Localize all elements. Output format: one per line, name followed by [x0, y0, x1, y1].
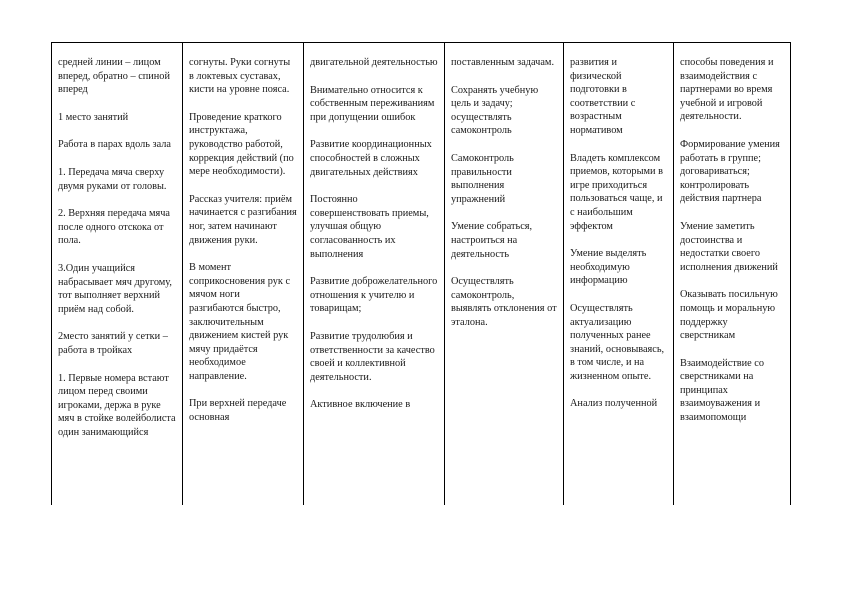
- cell-paragraph: Развитие координационных способностей в сложных двигательных действиях: [310, 139, 432, 178]
- table-cell-student: [304, 43, 444, 505]
- table: [51, 42, 791, 505]
- cell-paragraph: Внимательно относится к собственным переживаниям при допущении ошибок: [310, 84, 435, 123]
- cell-paragraph: согнуты. Руки согнуты в локтевых суставах, кисти на уровне пояса.: [189, 57, 291, 96]
- cell-paragraph: Взаимодействие со сверстниками на принципах взаимоуважения и взаимопомощи: [680, 357, 765, 424]
- cell-paragraph: Осуществлять актуализацию полученных ранее знаний, основываясь, в том числе, и на жизненном опыте.: [570, 302, 665, 382]
- cell-paragraph: Владеть комплексом приемов, которыми в игре приходиться пользоваться чаще, и с наибольшим эффектом: [570, 152, 663, 232]
- cell-paragraph: Оказывать посильную помощь и моральную поддержку сверстникам: [680, 289, 778, 342]
- cell-paragraph: 1. Передача мяча сверху двумя руками от головы.: [58, 166, 167, 192]
- cell-paragraph: 1 место занятий: [58, 111, 129, 123]
- cell-paragraph: Проведение краткого инструктажа, руководство работой, коррекция действий (по мере необходимости).: [189, 111, 294, 178]
- cell-paragraph: двигательной деятельностью: [310, 57, 438, 68]
- cell-paragraph: способы поведения и взаимодействия с партнерами во время учебной и игровой деятельности.: [680, 57, 774, 123]
- cell-paragraph: Работа в парах вдоль зала: [58, 139, 171, 151]
- table-cell-methods: [52, 43, 182, 505]
- cell-paragraph: Осуществлять самоконтроль, выявлять отклонения от эталона.: [451, 276, 557, 328]
- cell-paragraph: Самоконтроль правильности выполнения упражнений: [451, 152, 514, 205]
- cell-paragraph: 2место занятий у сетки – работа в тройках: [58, 331, 168, 356]
- cell-paragraph: Развитие доброжелательного отношения к учителю и товарищам;: [310, 276, 438, 315]
- cell-paragraph: В момент соприкосновения рук с мячом ноги разгибаются быстро, заключительным движением кистей рук мячу придаётся необходимое направление.: [189, 262, 291, 382]
- cell-paragraph: 3.Один учащийся набрасывает мяч другому, тот выполняет верхний приём над собой.: [58, 262, 172, 315]
- cell-paragraph: Формирование умения работать в группе; договариваться; контролировать действия партнера: [680, 138, 780, 205]
- cell-paragraph: Умение выделять необходимую информацию: [570, 248, 647, 287]
- cell-paragraph: 2. Верхняя передача мяча после одного отскока от пола.: [58, 208, 170, 247]
- cell-paragraph: Умение собраться, настроиться на деятельность: [451, 221, 533, 260]
- cell-paragraph: Умение заметить достоинства и недостатки своего исполнения движений: [680, 220, 778, 273]
- cell-paragraph: средней линии – лицом вперед, обратно – спиной вперед: [58, 57, 170, 96]
- cell-paragraph: Постоянно совершенствовать приемы, улучшая общую согласованность их выполнения: [310, 194, 429, 260]
- cell-paragraph: развития и физической подготовки в соответствии с возрастным нормативом: [570, 57, 636, 136]
- table-cell-teacher: [183, 43, 303, 505]
- cell-paragraph: При верхней передаче основная: [189, 398, 287, 424]
- cell-paragraph: поставленным задачам.: [451, 57, 555, 68]
- cell-paragraph: Сохранять учебную цель и задачу; осуществлять самоконтроль: [451, 84, 539, 137]
- cell-paragraph: Анализ полученной: [570, 398, 658, 410]
- cell-paragraph: Развитие трудолюбия и ответственности за качество своей и коллективной деятельности.: [310, 330, 435, 383]
- cell-paragraph: Активное включение в: [310, 399, 411, 411]
- cell-paragraph: Рассказ учителя: приём начинается с разгибания ног, затем начинают движения руки.: [189, 193, 297, 246]
- cell-paragraph: 1. Первые номера встают лицом перед своими игроками, держа в руке мяч в стойке волейболиста один занимающийся: [58, 372, 176, 438]
- table-cell-regulative: [445, 43, 563, 505]
- table-cell-communicative: [674, 43, 790, 505]
- table-cell-cognitive: [564, 43, 673, 505]
